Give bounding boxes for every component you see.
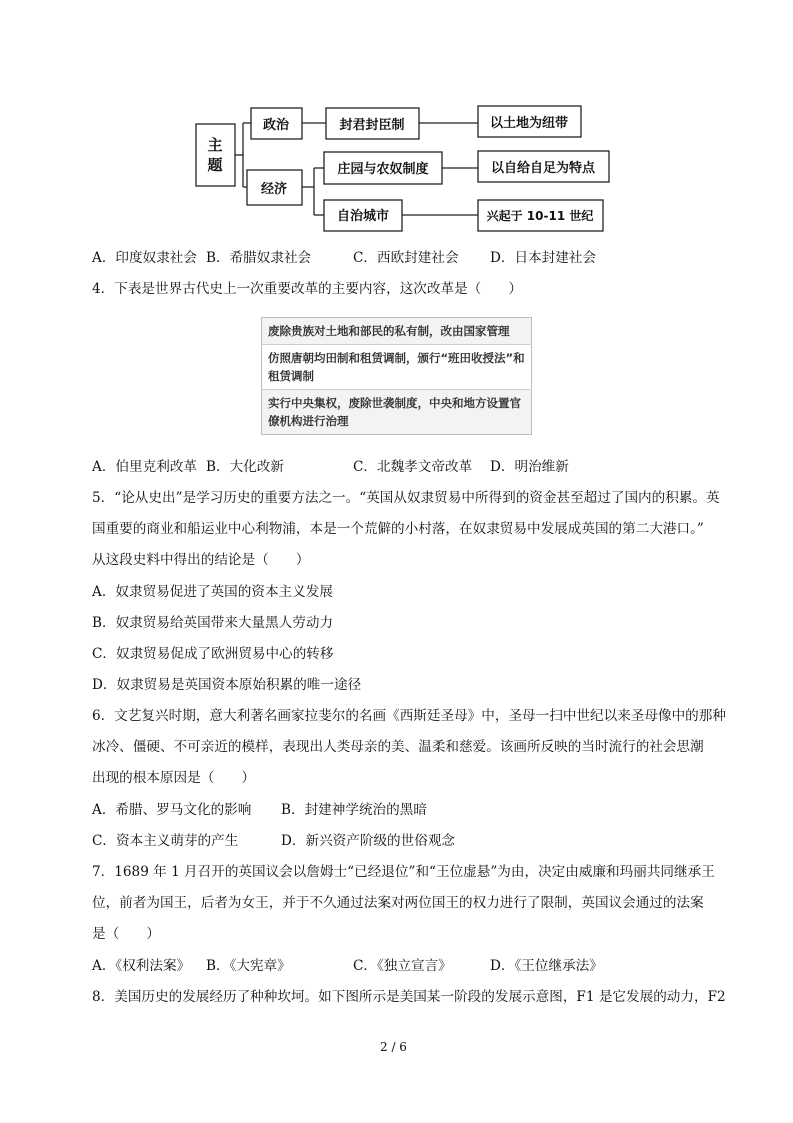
concept-diagram xyxy=(0,0,793,240)
q3-option-b[interactable]: B．希腊奴隶社会 xyxy=(206,250,312,266)
page-number: 2 / 6 xyxy=(380,1040,407,1054)
q6-option-b[interactable]: B．封建神学统治的黑暗 xyxy=(281,802,427,818)
root-box xyxy=(196,124,235,186)
q7-option-d[interactable]: D．《王位继承法》 xyxy=(490,958,603,974)
q4-option-a[interactable]: A．伯里克利改革 xyxy=(92,459,197,475)
table-row xyxy=(262,390,532,435)
q7-option-b[interactable]: B．《大宪章》 xyxy=(206,958,291,974)
q3-option-d[interactable]: D．日本封建社会 xyxy=(490,250,597,266)
q5-line-3: 从这段史料中得出的结论是（ ） xyxy=(92,552,310,568)
city-label: 自治城市 xyxy=(336,209,390,224)
self-suff-label: 以自给自足为特点 xyxy=(490,161,596,176)
q7-line-3: 是（ ） xyxy=(92,926,160,942)
q7-line-2: 位，前者为国王，后者为女王，并于不久通过法案对两位国王的权力进行了限制，英国议会通过的法案 xyxy=(92,895,704,911)
q5-option-a[interactable]: A．奴隶贸易促进了英国的资本主义发展 xyxy=(92,584,333,600)
q5-option-d[interactable]: D．奴隶贸易是英国资本原始积累的唯一途径 xyxy=(92,677,362,693)
rise-label: 兴起于 10-11 世纪 xyxy=(486,209,594,223)
q7-line-1: 7．1689 年 1 月召开的英国议会以詹姆士“已经退位”和“王位虚悬”为由，决定由威廉和玛丽共同继承王 xyxy=(92,864,715,880)
q4-stem: 4．下表是世界古代史上一次重要改革的主要内容，这次改革是（ ） xyxy=(92,281,523,297)
q7-option-c[interactable]: C．《独立宣言》 xyxy=(353,958,452,974)
q5-option-b[interactable]: B．奴隶贸易给英国带来大量黑人劳动力 xyxy=(92,615,334,631)
q3-option-c[interactable]: C．西欧封建社会 xyxy=(353,250,459,266)
q8-line-1: 8．美国历史的发展经历了种种坎坷。如下图所示是美国某一阶段的发展示意图，F1 是它发展的动力，F2 xyxy=(92,989,726,1005)
q4-option-b[interactable]: B．大化改新 xyxy=(206,459,284,475)
q6-line-1: 6．文艺复兴时期，意大利著名画家拉斐尔的名画《西斯廷圣母》中，圣母一扫中世纪以来圣母像中的那种 xyxy=(92,708,726,724)
q5-line-2: 国重要的商业和船运业中心利物浦，本是一个荒僻的小村落，在奴隶贸易中发展成英国的第二大港口。” xyxy=(92,521,704,537)
land-tie-label: 以土地为纽带 xyxy=(489,116,569,131)
q6-line-2: 冰冷、僵硬、不可亲近的模样，表现出人类母亲的美、温柔和慈爱。该画所反映的当时流行的社会思潮 xyxy=(92,739,704,755)
q5-option-c[interactable]: C．奴隶贸易促成了欧洲贸易中心的转移 xyxy=(92,646,334,662)
feudal-label: 封君封臣制 xyxy=(339,118,405,133)
q5-line-1: 5．“论从史出”是学习历史的重要方法之一。“英国从奴隶贸易中所得到的资金甚至超过了国内的积累。英 xyxy=(92,490,720,506)
q3-option-a[interactable]: A．印度奴隶社会 xyxy=(92,250,197,266)
q6-option-c[interactable]: C．资本主义萌芽的产生 xyxy=(92,833,239,849)
root-label: 主题 xyxy=(207,136,223,174)
table-row xyxy=(262,318,532,345)
economy-label: 经济 xyxy=(260,182,288,197)
politics-label: 政治 xyxy=(262,118,290,133)
table-cell: 实行中央集权，废除世袭制度，中央和地方设置官僚机构进行治理 xyxy=(262,390,532,435)
table-cell: 废除贵族对土地和部民的私有制，改由国家管理 xyxy=(262,318,532,345)
q7-option-a[interactable]: A．《权利法案》 xyxy=(92,958,191,974)
q6-option-a[interactable]: A．希腊、罗马文化的影响 xyxy=(92,802,252,818)
reform-table xyxy=(261,317,532,435)
table-row xyxy=(262,345,532,390)
q6-line-3: 出现的根本原因是（ ） xyxy=(92,770,256,786)
q4-option-c[interactable]: C．北魏孝文帝改革 xyxy=(353,459,473,475)
manor-label: 庄园与农奴制度 xyxy=(337,162,429,177)
q4-option-d[interactable]: D．明治维新 xyxy=(490,459,569,475)
table-cell: 仿照唐朝均田制和租赁调制，颁行“班田收授法”和租赁调制 xyxy=(262,345,532,390)
q6-option-d[interactable]: D．新兴资产阶级的世俗观念 xyxy=(281,833,456,849)
